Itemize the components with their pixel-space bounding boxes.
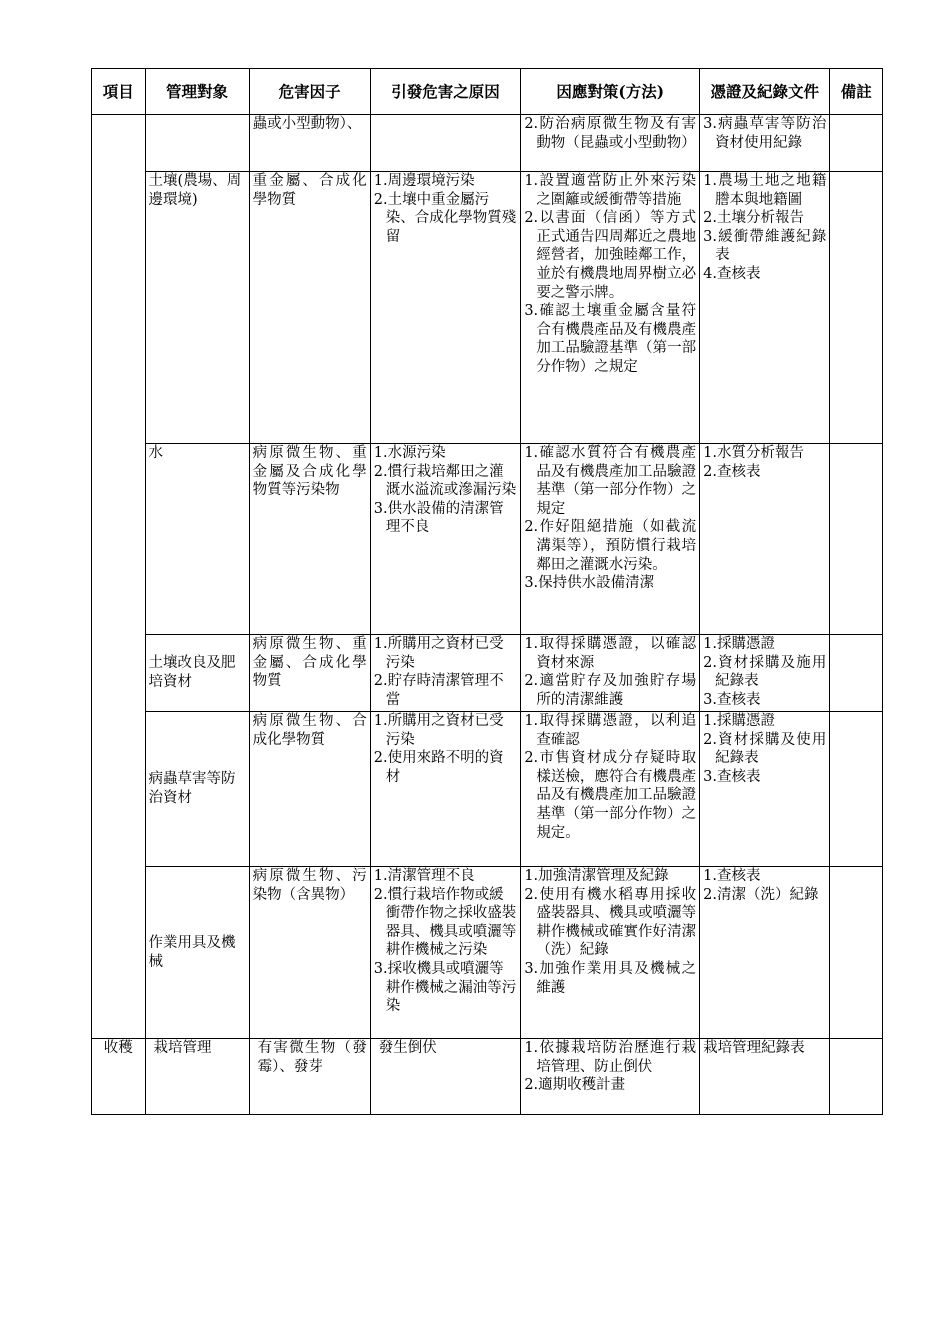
record-1: 1.農場土地之地籍謄本與地籍圖 — [703, 173, 827, 208]
cause-cell — [370, 635, 521, 712]
measure-list — [524, 172, 696, 377]
cause-2: 2.土壤中重金屬污染、合成化學物質殘留 — [373, 191, 517, 245]
cause-2: 2.使用來路不明的資材 — [373, 750, 504, 785]
measure-1: 2.防治病原微生物及有害動物（昆蟲或小型動物） — [524, 116, 697, 151]
cause-2: 2.慣行栽培作物或緩衝帶作物之採收盛裝器具、機具或噴灑等耕作機械之污染 — [373, 886, 517, 959]
record-3: 3.緩衝帶維護紀錄表 — [703, 228, 827, 264]
measure-3: 3.確認土壤重金屬含量符合有機農產品及有機農產加工品驗證基準（第一部分作物）之規定 — [524, 303, 697, 375]
cause-cell — [370, 444, 521, 635]
measure-1: 1.取得採購憑證，以確認資材來源 — [524, 636, 697, 671]
measure-cell — [521, 867, 700, 1039]
cause-cell — [370, 712, 521, 867]
harvest-measures — [521, 1039, 700, 1115]
measure-1: 1.確認水質符合有機農產品及有機農產加工品驗證基準（第一部分作物）之規定 — [524, 445, 697, 517]
header-note: 備註 — [830, 69, 883, 115]
record-2: 2.清潔（洗）紀錄 — [703, 886, 819, 903]
record-list — [703, 172, 826, 284]
cause-1: 1.清潔管理不良 — [373, 868, 475, 884]
cause-list — [374, 172, 518, 246]
measure-1: 1.取得採購憑證，以利追查確認 — [524, 713, 697, 748]
record-4: 4.查核表 — [703, 265, 761, 282]
measure-2: 2.以書面（信函）等方式正式通告四周鄰近之農地經營者，加強睦鄰工作，並於有機農地周界樹立必要之警示牌。 — [524, 210, 697, 301]
harvest-measure-1: 1.依據栽培防治歷進行栽培管理、防止倒伏 — [524, 1040, 697, 1075]
note-cell — [830, 635, 883, 712]
record-2: 2.查核表 — [703, 463, 761, 480]
record-2: 2.資材採購及使用紀錄表 — [703, 731, 827, 767]
note-cell — [830, 867, 883, 1039]
harvest-cause: 發生倒伏 — [370, 1039, 521, 1115]
header-cause: 引發危害之原因 — [370, 69, 521, 115]
measure-list — [524, 635, 696, 709]
measure-cell — [521, 635, 700, 712]
record-list — [703, 712, 826, 786]
hazard-cell: 病原微生物、合成化學物質 — [249, 712, 370, 867]
record-2: 2.資材採購及施用紀錄表 — [703, 654, 827, 690]
record-list — [703, 867, 826, 904]
cause-3: 3.供水設備的清潔管理不良 — [373, 500, 504, 536]
cause-cell — [370, 115, 521, 172]
measure-list — [524, 115, 696, 152]
record-3: 3.查核表 — [703, 691, 761, 708]
harvest-record: 栽培管理紀錄表 — [700, 1039, 830, 1115]
header-target: 管理對象 — [145, 69, 249, 115]
hazard-cell: 蟲或小型動物）、 — [249, 115, 370, 172]
target-cell: 病蟲草害等防治資材 — [145, 712, 249, 867]
cause-2: 2.貯存時清潔管理不當 — [373, 673, 504, 708]
measure-1: 1.設置適當防止外來污染之圍籬或緩衝帶等措施 — [524, 173, 697, 208]
hazard-cell: 病原微生物、重金屬及合成化學物質等污染物 — [249, 444, 370, 635]
record-cell — [700, 115, 830, 172]
measure-cell — [521, 115, 700, 172]
cause-list — [374, 635, 518, 709]
cause-3: 3.採收機具或噴灑等耕作機械之漏油等污染 — [373, 960, 517, 1015]
table-body — [92, 115, 883, 1115]
hazard-cell: 病原微生物、污染物（含異物） — [249, 867, 370, 1039]
measure-3: 3.加強作業用具及機械之維護 — [524, 960, 697, 996]
note-cell — [830, 115, 883, 172]
record-cell — [700, 712, 830, 867]
target-cell: 水 — [145, 444, 249, 635]
record-cell — [700, 444, 830, 635]
header-hazard: 危害因子 — [249, 69, 370, 115]
header-measure: 因應對策(方法) — [521, 69, 700, 115]
record-list — [703, 635, 826, 709]
record-list — [703, 444, 826, 481]
header-record: 憑證及紀錄文件 — [700, 69, 830, 115]
harvest-target: 栽培管理 — [145, 1039, 249, 1115]
cause-1: 1.水源污染 — [373, 445, 446, 461]
record-1: 1.採購憑證 — [703, 636, 775, 652]
cause-list — [374, 444, 518, 537]
measure-list — [524, 867, 696, 997]
cause-cell — [370, 867, 521, 1039]
harvest-measure-list — [524, 1039, 696, 1095]
cause-list — [374, 712, 518, 786]
measure-cell — [521, 444, 700, 635]
table-row — [92, 444, 883, 635]
note-cell — [830, 712, 883, 867]
hazard-cell: 重金屬、合成化學物質 — [249, 172, 370, 444]
cause-cell — [370, 172, 521, 444]
record-cell — [700, 635, 830, 712]
target-cell: 土壤(農場、周邊環境) — [145, 172, 249, 444]
harvest-note — [830, 1039, 883, 1115]
hazard-analysis-table — [91, 68, 883, 1115]
harvest-row — [92, 1039, 883, 1115]
cause-2: 2.慣行栽培鄰田之灌溉水溢流或滲漏污染 — [373, 463, 517, 499]
measure-1: 1.加強清潔管理及紀錄 — [524, 868, 669, 884]
table-row — [92, 172, 883, 444]
measure-2: 2.市售資材成分存疑時取樣送檢，應符合有機農產品及有機農產加工品驗證基準（第一部分作物）之規定。 — [524, 750, 697, 841]
harvest-item: 收穫 — [92, 1039, 146, 1115]
table-row — [92, 712, 883, 867]
target-cell: 土壤改良及肥培資材 — [145, 635, 249, 712]
record-list — [703, 115, 826, 152]
harvest-hazard: 有害微生物（發霉）、發芽 — [249, 1039, 370, 1115]
record-3: 3.查核表 — [703, 768, 761, 785]
record-1: 1.查核表 — [703, 868, 761, 884]
target-cell — [145, 115, 249, 172]
cause-1: 1.所購用之資材已受污染 — [373, 636, 504, 671]
harvest-measure-2: 2.適期收穫計畫 — [524, 1077, 626, 1094]
record-cell — [700, 172, 830, 444]
header-item: 項目 — [92, 69, 146, 115]
record-2: 2.土壤分析報告 — [703, 210, 804, 227]
measure-list — [524, 444, 696, 593]
target-cell: 作業用具及機械 — [145, 867, 249, 1039]
cause-1: 1.周邊環境污染 — [373, 173, 475, 189]
measure-list — [524, 712, 696, 842]
table-row — [92, 867, 883, 1039]
measure-cell — [521, 172, 700, 444]
item-cell — [92, 115, 146, 1039]
measure-2: 2.使用有機水稻專用採收盛裝器具、機具或噴灑等耕作機械或確實作好清潔（洗）紀錄 — [524, 886, 697, 959]
measure-2: 2.作好阻絕措施（如截流溝渠等），預防慣行栽培鄰田之灌溉水污染。 — [524, 519, 697, 573]
table-row — [92, 115, 883, 172]
record-1: 1.採購憑證 — [703, 713, 775, 729]
record-1: 1.水質分析報告 — [703, 445, 804, 461]
note-cell — [830, 444, 883, 635]
cause-list — [374, 867, 518, 1016]
cause-1: 1.所購用之資材已受污染 — [373, 713, 504, 748]
header-row — [92, 69, 883, 115]
measure-cell — [521, 712, 700, 867]
table-row — [92, 635, 883, 712]
record-cell — [700, 867, 830, 1039]
measure-3: 3.保持供水設備清潔 — [524, 575, 655, 592]
note-cell — [830, 172, 883, 444]
hazard-cell: 病原微生物、重金屬、合成化學物質 — [249, 635, 370, 712]
measure-2: 2.適當貯存及加強貯存場所的清潔維護 — [524, 673, 697, 708]
record-1: 3.病蟲草害等防治資材使用紀錄 — [703, 116, 827, 151]
